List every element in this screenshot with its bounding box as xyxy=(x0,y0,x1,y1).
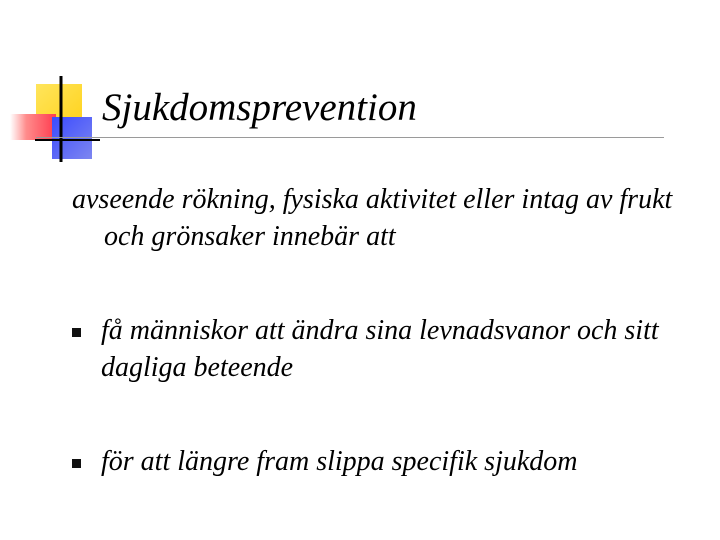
intro-paragraph: avseende rökning, fysiska aktivitet eller intag av frukt och grönsaker innebär att xyxy=(72,184,673,252)
slide-title: Sjukdomsprevention xyxy=(102,86,417,129)
square-bullet-icon xyxy=(72,459,81,468)
blue-square xyxy=(52,117,92,159)
bullet-text-2: för att längre fram slippa specifik sjukdom xyxy=(101,446,578,477)
title-divider xyxy=(36,137,664,138)
square-bullet-icon xyxy=(72,328,81,337)
bullet-text-1: få människor att ändra sina levnadsvanor och sitt dagliga beteende xyxy=(101,315,659,383)
